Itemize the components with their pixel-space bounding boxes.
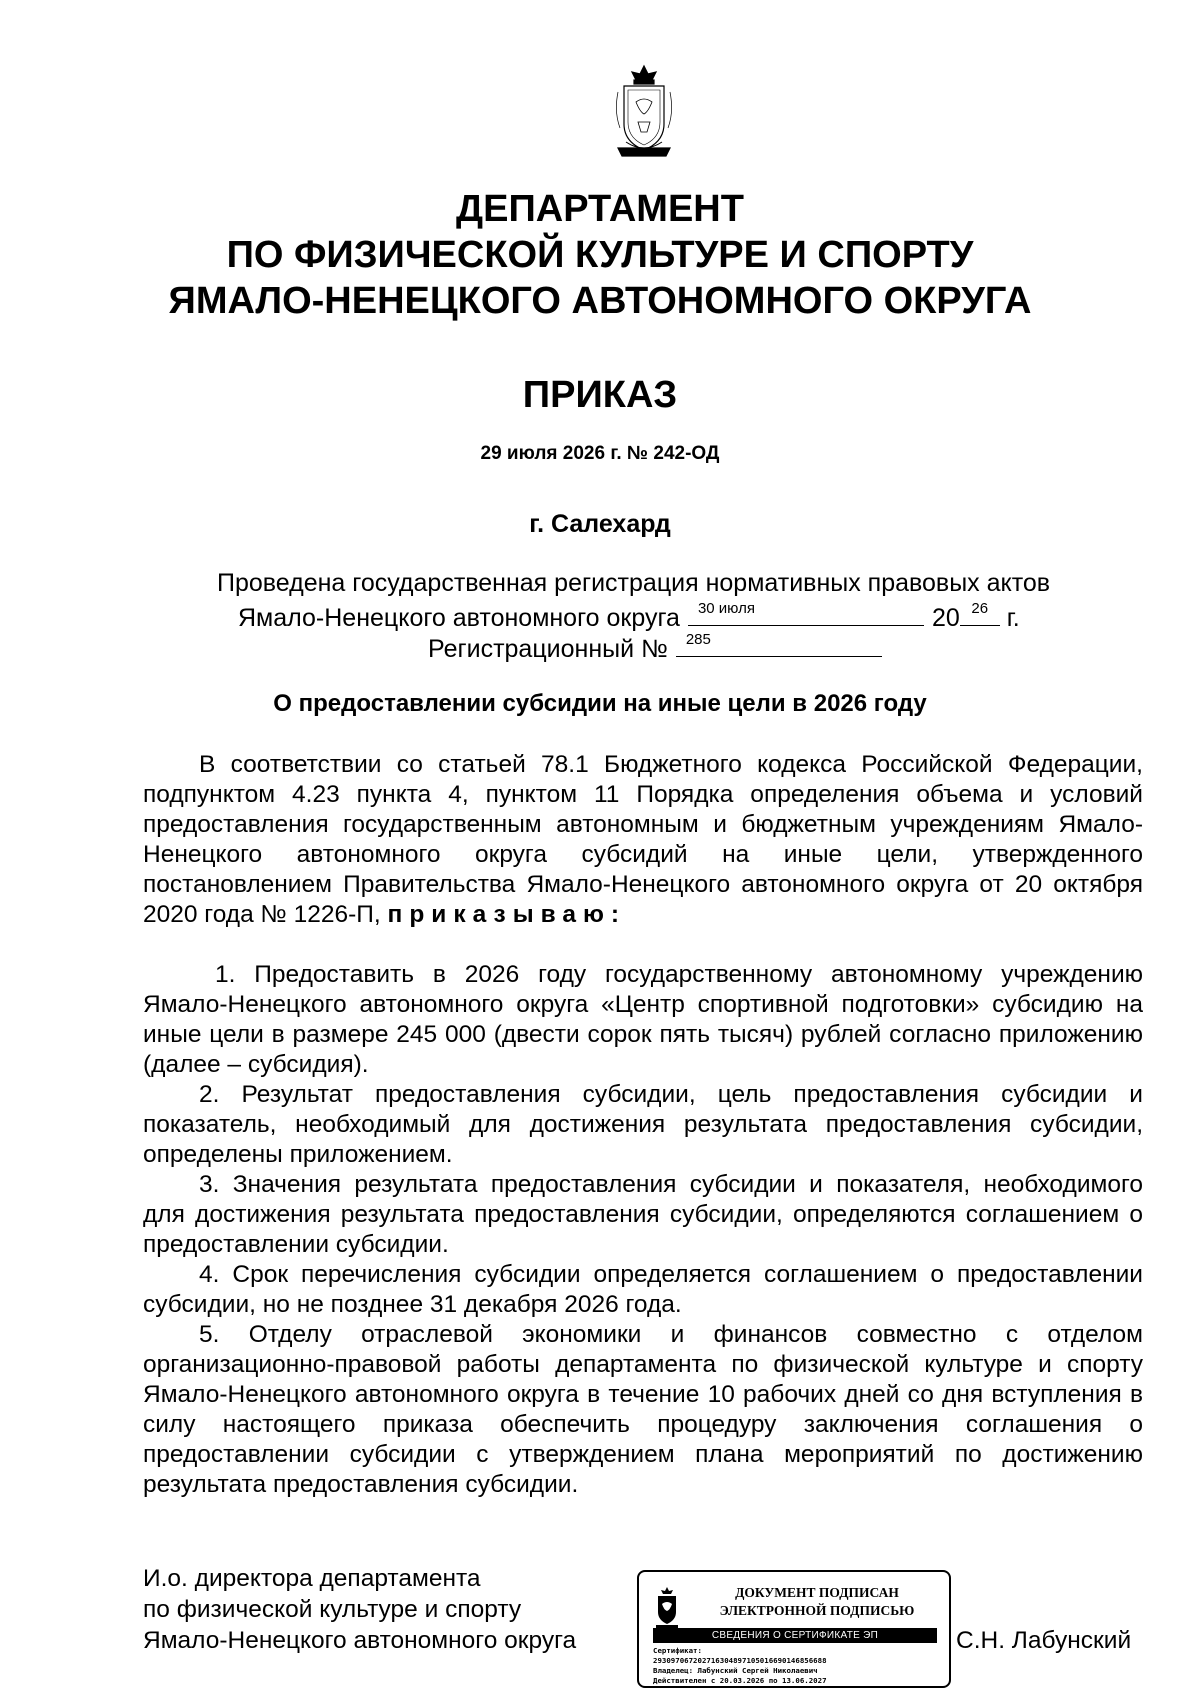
signer-position-line2: по физической культуре и спорту	[143, 1596, 522, 1623]
registration-line2	[238, 599, 1020, 634]
signer-name: С.Н. Лабунский	[956, 1627, 1132, 1654]
order-item-1: 1. Предоставить в 2026 году государственному автономному учреждению Ямало-Ненецкого автономного округа «Центр спортивной подготовки» субсидию на иные цели в размере 245 000 (двести сорок пять тысяч) рублей согласно приложению (далее – субсидия).	[143, 961, 1143, 1078]
stamp-title	[697, 1584, 937, 1620]
preamble-paragraph	[143, 750, 1143, 930]
preamble-text: В соответствии со статьей 78.1 Бюджетного кодекса Российской Федерации, подпунктом 4.23 пункта 4, пунктом 11 Порядка определения объема и условий предоставления государственным автономным и бюджетным учреждениям Ямало-Ненецкого автономного округа субсидий на иные цели, утвержденного постановлением Правительства Ямало-Ненецкого автономного округа от 20 октября 2020 года № 1226-П,	[143, 751, 1143, 928]
registration-year-value: 26	[971, 600, 989, 617]
preamble-emphasis: приказываю:	[387, 901, 627, 928]
order-item-3: 3. Значения результата предоставления субсидии и показателя, необходимого для достижения результата предоставления субсидии, определяются соглашением о предоставлении субсидии.	[143, 1171, 1143, 1258]
stamp-validity: Действителен с 20.03.2026 по 13.06.2027	[653, 1676, 827, 1685]
stamp-title-line1: ДОКУМЕНТ ПОДПИСАН	[735, 1585, 899, 1600]
registration-line1: Проведена государственная регистрация нормативных правовых актов	[217, 569, 1051, 597]
registration-number-value: 285	[685, 631, 711, 648]
signer-position-line3: Ямало-Ненецкого автономного округа	[143, 1627, 577, 1654]
stamp-certificate-info	[653, 1646, 943, 1686]
department-title	[0, 186, 1200, 324]
registration-year-prefix: 20	[931, 604, 960, 632]
registration-date-value: 30 июля	[697, 600, 755, 617]
registration-date-field	[688, 599, 924, 626]
order-body	[143, 750, 1143, 1500]
registration-year-field	[960, 599, 1000, 626]
department-title-line1: ДЕПАРТАМЕНТ	[456, 188, 744, 230]
stamp-owner: Владелец: Лабунский Сергей Николаевич	[653, 1666, 818, 1675]
order-date-number: 29 июля 2026 г. № 242-ОД	[480, 443, 720, 464]
registration-number-field	[676, 630, 882, 657]
order-item-5: 5. Отделу отраслевой экономики и финансов совместно с отделом организационно-правовой работы департамента по физической культуре и спорту Ямало-Ненецкого автономного округа в течение 10 рабочих дней со дня вступления в силу настоящего приказа обеспечить процедуру заключения соглашения о предоставлении субсидии с утверждением плана мероприятий по достижению результата предоставления субсидии.	[143, 1321, 1143, 1498]
registration-year-suffix: г.	[1006, 604, 1020, 632]
order-subject: О предоставлении субсидии на иные цели в 2026 году	[273, 690, 927, 717]
stamp-emblem-icon	[653, 1586, 681, 1630]
coat-of-arms-icon	[612, 62, 676, 162]
registration-line3	[428, 630, 882, 665]
signer-position	[143, 1563, 576, 1656]
order-item-2: 2. Результат предоставления субсидии, цель предоставления субсидии и показатель, необходимый для достижения результата предоставления субсидии, определены приложением.	[143, 1081, 1143, 1168]
stamp-certificate-bar: СВЕДЕНИЯ О СЕРТИФИКАТЕ ЭП	[653, 1628, 937, 1643]
department-title-line3: ЯМАЛО-НЕНЕЦКОГО АВТОНОМНОГО ОКРУГА	[168, 280, 1032, 322]
stamp-title-line2: ЭЛЕКТРОННОЙ ПОДПИСЬЮ	[719, 1603, 915, 1618]
stamp-cert-label: Сертификат:	[653, 1646, 702, 1655]
order-title: ПРИКАЗ	[522, 374, 678, 416]
signer-position-line1: И.о. директора департамента	[143, 1565, 481, 1592]
stamp-cert-value: 293097067202716304897105016690146856688	[653, 1656, 827, 1665]
city: г. Салехард	[529, 510, 671, 538]
order-item-4: 4. Срок перечисления субсидии определяется соглашением о предоставлении субсидии, но не позднее 31 декабря 2026 года.	[143, 1261, 1143, 1318]
department-title-line2: ПО ФИЗИЧЕСКОЙ КУЛЬТУРЕ И СПОРТУ	[226, 234, 974, 276]
registration-number-label: Регистрационный №	[428, 635, 668, 663]
registration-line2-prefix: Ямало-Ненецкого автономного округа	[238, 604, 680, 632]
electronic-signature-stamp	[637, 1570, 951, 1688]
